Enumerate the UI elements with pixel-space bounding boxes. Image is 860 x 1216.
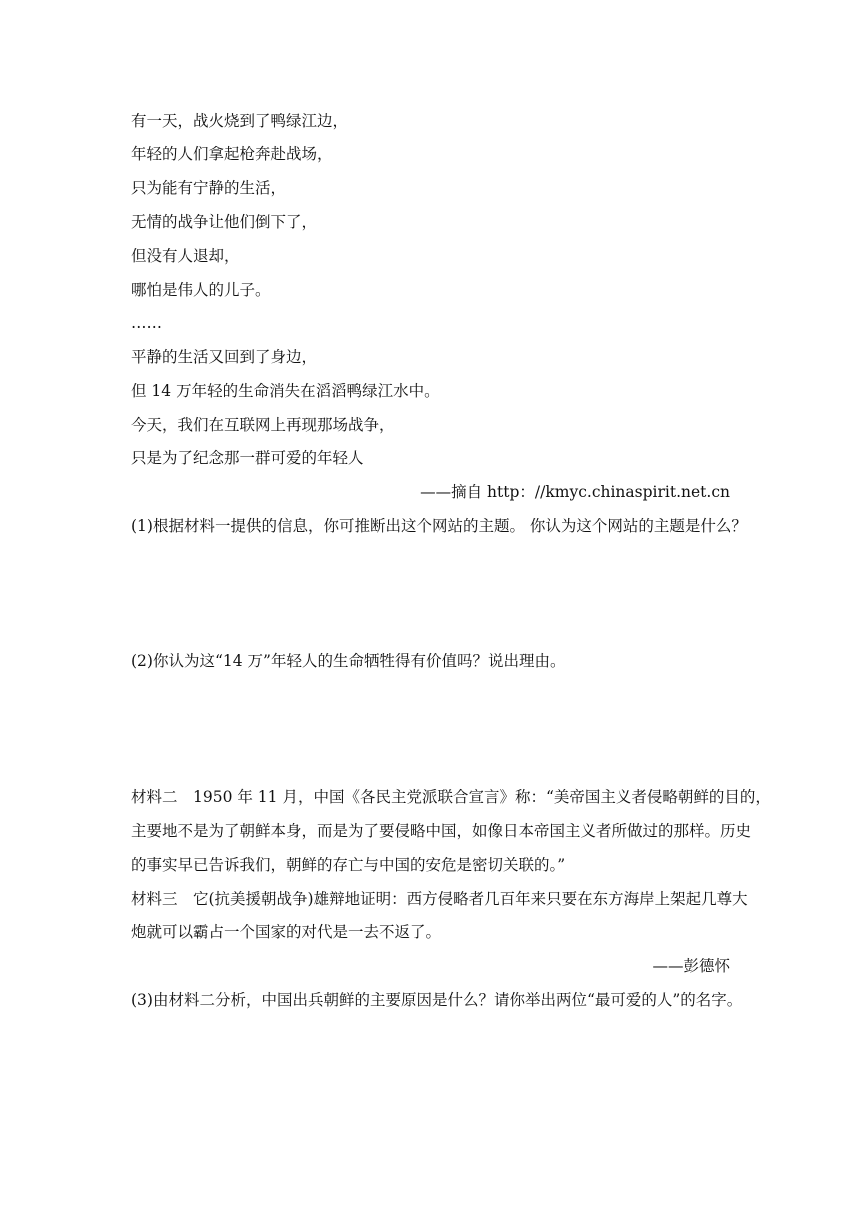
question-3: (3)由材料二分析，中国出兵朝鲜的主要原因是什么？请你举出两位“最可爱的人”的名字。	[131, 991, 743, 1009]
material-3-line: 材料三 它(抗美援朝战争)雄辩地证明：西方侵略者几百年来只要在东方海岸上架起几尊大	[131, 890, 748, 908]
material-2-line: 的事实早已告诉我们，朝鲜的存亡与中国的安危是密切关联的。”	[131, 856, 566, 874]
material-3-line: 炮就可以霸占一个国家的对代是一去不返了。	[131, 923, 442, 941]
poem-line: 平静的生活又回到了身边，	[131, 348, 318, 366]
question-1: (1)根据材料一提供的信息，你可推断出这个网站的主题。 你认为这个网站的主题是什么？	[131, 517, 747, 535]
question-2: (2)你认为这“14 万”年轻人的生命牺牲得有价值吗？说出理由。	[131, 652, 566, 670]
material-2-line: 材料二 1950 年 11 月，中国《各民主党派联合宣言》称：“美帝国主义者侵略朝鲜的目的，	[131, 788, 771, 806]
poem-source-citation: ——摘自 http：//kmyc.chinaspirit.net.cn	[420, 483, 730, 501]
poem-line: 无情的战争让他们倒下了，	[131, 213, 318, 231]
poem-line: 哪怕是伟人的儿子。	[131, 281, 271, 299]
poem-line: 但 14 万年轻的生命消失在滔滔鸭绿江水中。	[131, 382, 440, 400]
poem-line: 只是为了纪念那一群可爱的年轻人	[131, 449, 364, 467]
poem-ellipsis: ……	[131, 314, 162, 332]
material-3-source: ——彭德怀	[652, 957, 730, 975]
poem-line: 有一天，战火烧到了鸭绿江边，	[131, 112, 349, 130]
poem-line: 年轻的人们拿起枪奔赴战场，	[131, 145, 333, 163]
poem-line: 今天，我们在互联网上再现那场战争，	[131, 416, 395, 434]
poem-line: 只为能有宁静的生活，	[131, 179, 287, 197]
material-2-line: 主要地不是为了朝鲜本身，而是为了要侵略中国，如像日本帝国主义者所做过的那样。历史	[131, 822, 752, 840]
poem-line: 但没有人退却，	[131, 247, 240, 265]
